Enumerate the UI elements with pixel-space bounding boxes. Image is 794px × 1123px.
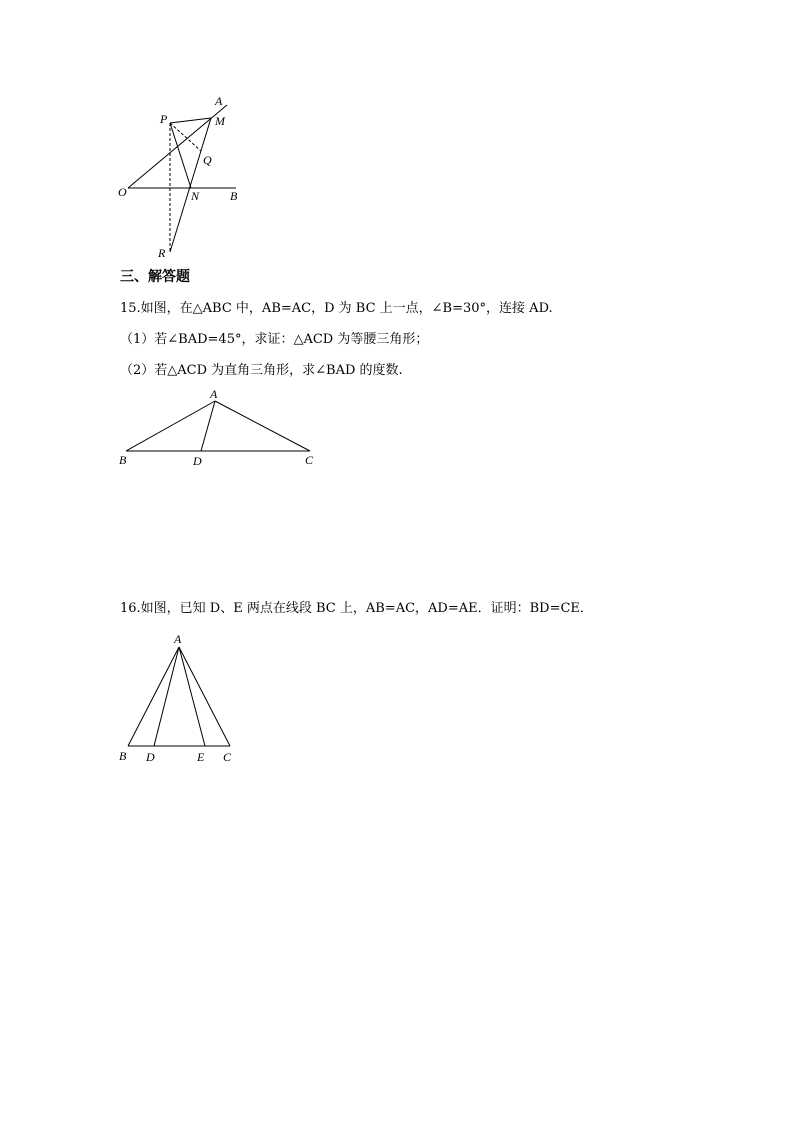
problem15-part1: （1）若∠BAD=45°，求证：△ACD 为等腰三角形； — [120, 332, 429, 347]
label-a: A — [215, 94, 223, 108]
label-c-16: C — [223, 750, 232, 764]
label-a-15: A — [210, 387, 218, 401]
label-b-15: B — [119, 453, 127, 467]
problem15-stem: 15.如图，在△ABC 中，AB=AC，D 为 BC 上一点，∠B=30°，连接 AD. — [120, 301, 553, 316]
segment-ad-16 — [154, 647, 179, 746]
label-n: N — [191, 189, 200, 203]
label-q: Q — [203, 153, 212, 167]
side-ab-16 — [128, 647, 179, 746]
section-heading: 三、解答题 — [120, 269, 190, 285]
label-p: P — [160, 112, 168, 126]
label-o: O — [118, 185, 127, 199]
label-a-16: A — [174, 632, 182, 646]
label-m: M — [215, 114, 225, 128]
label-e-16: E — [197, 750, 205, 764]
label-d-15: D — [193, 454, 202, 468]
label-c-15: C — [305, 453, 314, 467]
label-b: B — [230, 189, 238, 203]
label-r: R — [158, 246, 166, 260]
problem16-stem: 16.如图，已知 D、E 两点在线段 BC 上，AB=AC，AD=AE．证明：BD=CE． — [120, 601, 593, 616]
label-d-16: D — [146, 750, 155, 764]
side-ac-16 — [179, 647, 230, 746]
segment-ae-16 — [179, 647, 205, 746]
label-b-16: B — [119, 749, 127, 763]
problem15-part2: （2）若△ACD 为直角三角形，求∠BAD 的度数. — [120, 363, 403, 378]
